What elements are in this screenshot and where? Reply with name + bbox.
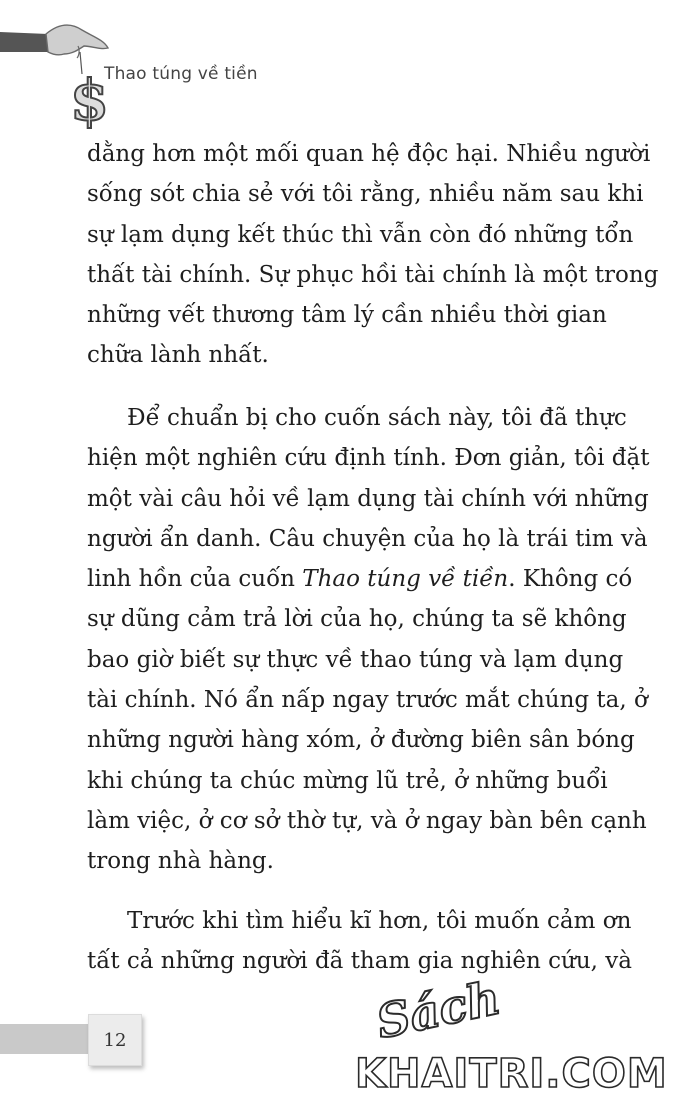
footer-bar bbox=[0, 1024, 88, 1054]
text-fragment: linh hồn của cuốn bbox=[87, 566, 303, 593]
text-line: những vết thương tâm lý cần nhiều thời gian bbox=[87, 302, 607, 329]
text-line: thất tài chính. Sự phục hồi tài chính là một trong bbox=[87, 261, 659, 288]
text-line: người ẩn danh. Câu chuyện của họ là trái tim và bbox=[87, 525, 648, 552]
running-head-title: Thao túng về tiền bbox=[104, 64, 258, 84]
paragraph-3 bbox=[87, 901, 632, 982]
text-line: làm việc, ở cơ sở thờ tự, và ở ngay bàn bên cạnh bbox=[87, 807, 647, 834]
text-line: tài chính. Nó ẩn nấp ngay trước mắt chúng ta, ở bbox=[87, 687, 648, 714]
text-line: khi chúng ta chúc mừng lũ trẻ, ở những buổi bbox=[87, 767, 608, 794]
text-line: dằng hơn một mối quan hệ độc hại. Nhiều người bbox=[87, 141, 651, 167]
paragraph-1 bbox=[87, 134, 659, 376]
text-line: Để chuẩn bị cho cuốn sách này, tôi đã thực bbox=[127, 405, 627, 431]
watermark bbox=[355, 970, 690, 1110]
text-line-with-book-title bbox=[87, 559, 633, 599]
text-line: những người hàng xóm, ở đường biên sân bóng bbox=[87, 727, 635, 754]
page-number: 12 bbox=[88, 1014, 142, 1066]
text-line: một vài câu hỏi về lạm dụng tài chính với những bbox=[87, 485, 649, 512]
watermark-script-text: Sách bbox=[371, 970, 505, 1049]
book-title-italic: Thao túng về tiền bbox=[302, 566, 509, 593]
text-line: sự dũng cảm trả lời của họ, chúng ta sẽ không bbox=[87, 606, 627, 633]
paragraph-2 bbox=[87, 398, 650, 882]
text-line: sự lạm dụng kết thúc thì vẫn còn đó những tổn bbox=[87, 221, 634, 248]
text-line: tất cả những người đã tham gia nghiên cứu, và bbox=[87, 948, 632, 975]
hand-dollar-puppet-icon bbox=[0, 0, 120, 130]
text-fragment: . Không có bbox=[508, 566, 633, 593]
text-line: chữa lành nhất. bbox=[87, 342, 269, 369]
text-line: hiện một nghiên cứu định tính. Đơn giản, tôi đặt bbox=[87, 445, 650, 472]
watermark-brand-text: KHAITRI.COM bbox=[355, 1051, 668, 1097]
text-line: bao giờ biết sự thực về thao túng và lạm dụng bbox=[87, 646, 624, 673]
text-line: sống sót chia sẻ với tôi rằng, nhiều năm sau khi bbox=[87, 181, 644, 208]
svg-text:$: $ bbox=[70, 68, 109, 130]
text-line: trong nhà hàng. bbox=[87, 848, 274, 875]
text-line: Trước khi tìm hiểu kĩ hơn, tôi muốn cảm ơn bbox=[127, 908, 632, 934]
